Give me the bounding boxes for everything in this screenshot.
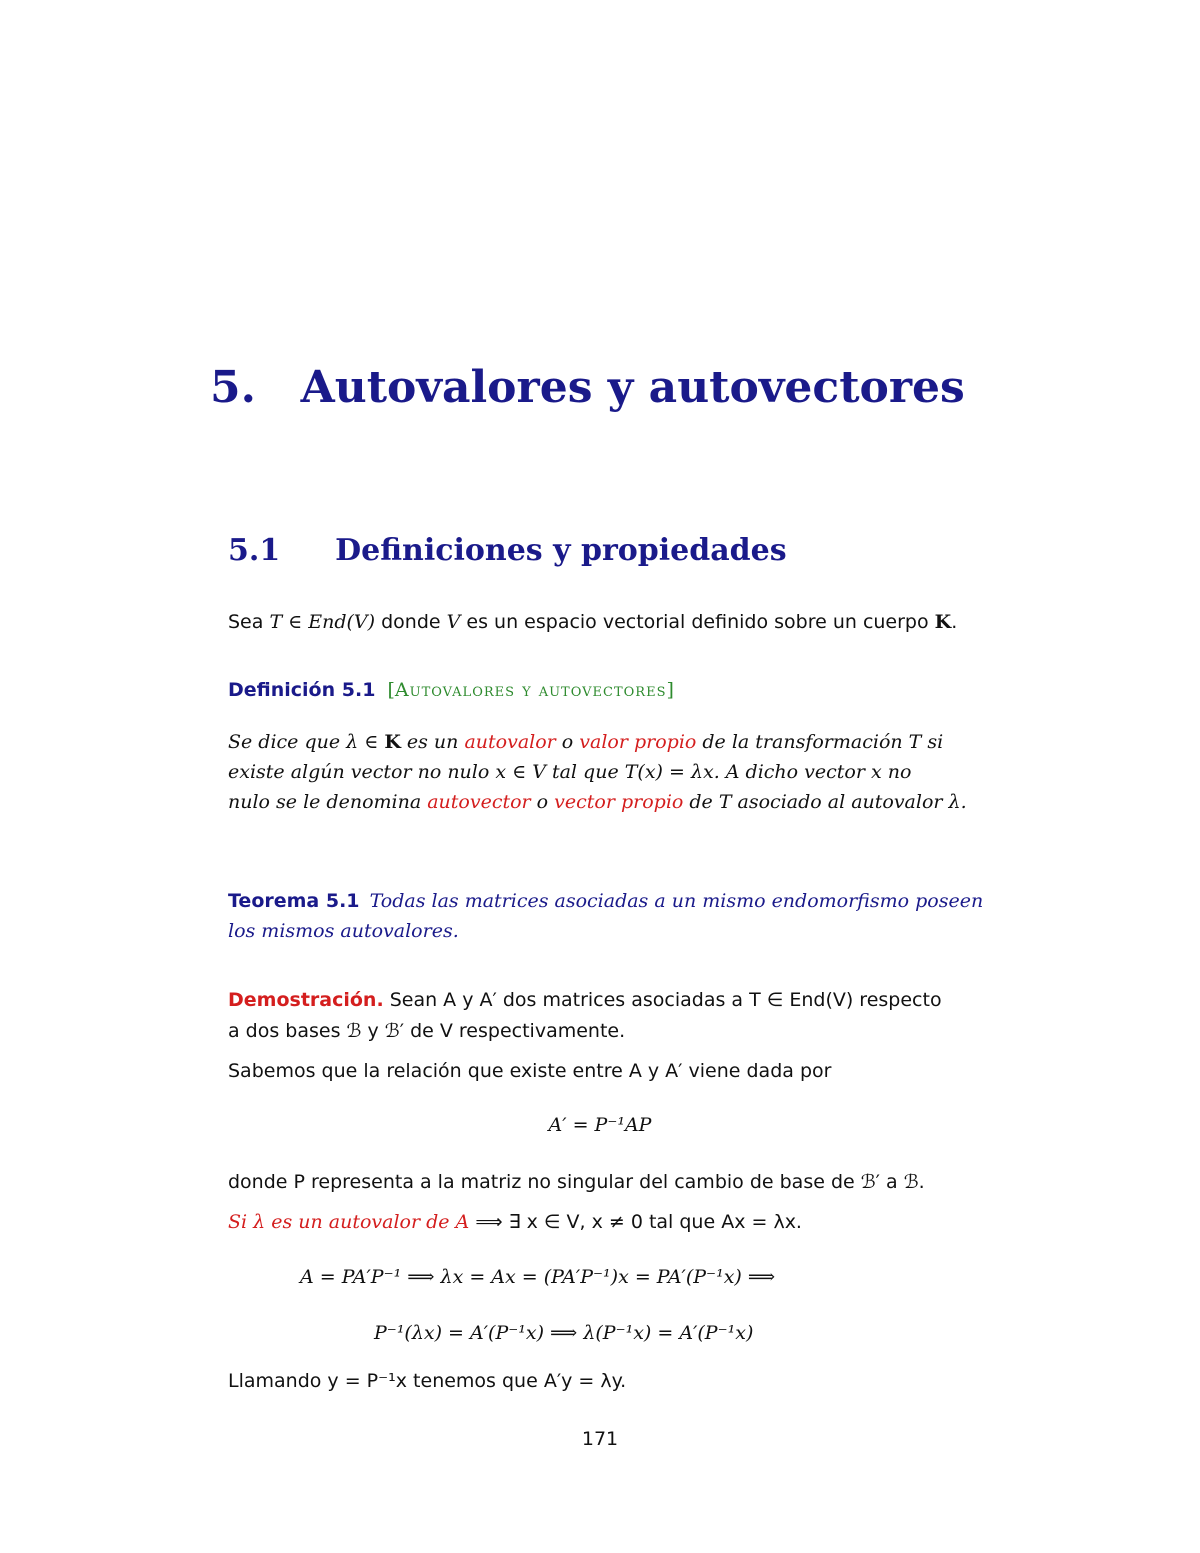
- chapter-heading: [210, 362, 965, 413]
- definition-text: de T asociado al autovalor λ.: [683, 791, 967, 813]
- term-autovalor: autovalor: [464, 731, 556, 753]
- section-title: Definiciones y propiedades: [335, 533, 787, 568]
- proof-text: ⟹ ∃ x ∈ V, x ≠ 0 tal que Ax = λx.: [469, 1211, 802, 1233]
- definition-line-2: existe algún vector no nulo x ∈ V tal que T(x) = λx. A dicho vector x no: [228, 761, 912, 783]
- proof-line-1: [228, 985, 942, 1015]
- definition-text: Se dice que: [228, 731, 347, 753]
- intro-text: es un espacio vectorial definido sobre un cuerpo: [460, 611, 935, 633]
- proof-line-2: a dos bases ℬ y ℬ′ de V respectivamente.: [228, 1020, 626, 1042]
- definition-line-1: [228, 727, 943, 757]
- term-valor-propio: valor propio: [579, 731, 697, 753]
- intro-math: T ∈ End(V): [269, 611, 376, 633]
- definition-name: Autovalores y autovectores: [394, 679, 667, 701]
- intro-text: Sea: [228, 611, 270, 633]
- definition-text: nulo se le denomina: [228, 791, 428, 813]
- section-heading: [228, 533, 787, 568]
- intro-math: V: [446, 611, 461, 633]
- theorem-label: Teorema 5.1: [228, 890, 360, 912]
- term-autovector: autovector: [427, 791, 531, 813]
- definition-bracket: [: [387, 679, 395, 701]
- proof-text: Sean A y A′ dos matrices asociadas a T ∈ End(V) respecto: [383, 989, 942, 1011]
- proof-line-6: Llamando y = P⁻¹x tenemos que A′y = λy.: [228, 1370, 627, 1392]
- term-vector-propio: vector propio: [554, 791, 684, 813]
- proof-hypothesis: Si λ es un autovalor de A: [228, 1211, 470, 1233]
- page-number: 171: [581, 1428, 619, 1450]
- intro-text: donde: [375, 611, 447, 633]
- definition-label: Definición 5.1: [228, 679, 376, 701]
- field-symbol: K: [384, 731, 401, 753]
- definition-text: o: [530, 791, 555, 813]
- definition-heading: [228, 675, 674, 705]
- chapter-title: Autovalores y autovectores: [300, 362, 965, 413]
- proof-label: Demostración.: [228, 989, 384, 1011]
- equation-2: A = PA′P⁻¹ ⟹ λx = Ax = (PA′P⁻¹)x = PA′(P⁻¹x) ⟹: [300, 1266, 776, 1288]
- chapter-number: 5.: [210, 362, 256, 413]
- equation-3: P⁻¹(λx) = A′(P⁻¹x) ⟹ λ(P⁻¹x) = A′(P⁻¹x): [374, 1322, 754, 1344]
- section-number: 5.1: [228, 533, 281, 568]
- field-symbol: K: [934, 611, 952, 633]
- definition-text: o: [555, 731, 580, 753]
- definition-text: de la transformación T si: [696, 731, 944, 753]
- theorem-line-2: los mismos autovalores.: [228, 920, 459, 942]
- theorem-text: Todas las matrices asociadas a un mismo endomorfismo poseen: [369, 890, 984, 912]
- proof-line-5: [228, 1207, 802, 1237]
- definition-line-3: [228, 787, 967, 817]
- equation-1: A′ = P⁻¹AP: [548, 1114, 652, 1136]
- intro-paragraph: [228, 607, 957, 637]
- intro-text: .: [951, 611, 958, 633]
- proof-line-4: donde P representa a la matriz no singular del cambio de base de ℬ′ a ℬ.: [228, 1171, 925, 1193]
- definition-text: es un: [400, 731, 465, 753]
- theorem-line-1: [228, 886, 983, 916]
- definition-math: λ ∈: [346, 731, 385, 753]
- definition-bracket: ]: [666, 679, 674, 701]
- proof-line-3: Sabemos que la relación que existe entre A y A′ viene dada por: [228, 1060, 832, 1082]
